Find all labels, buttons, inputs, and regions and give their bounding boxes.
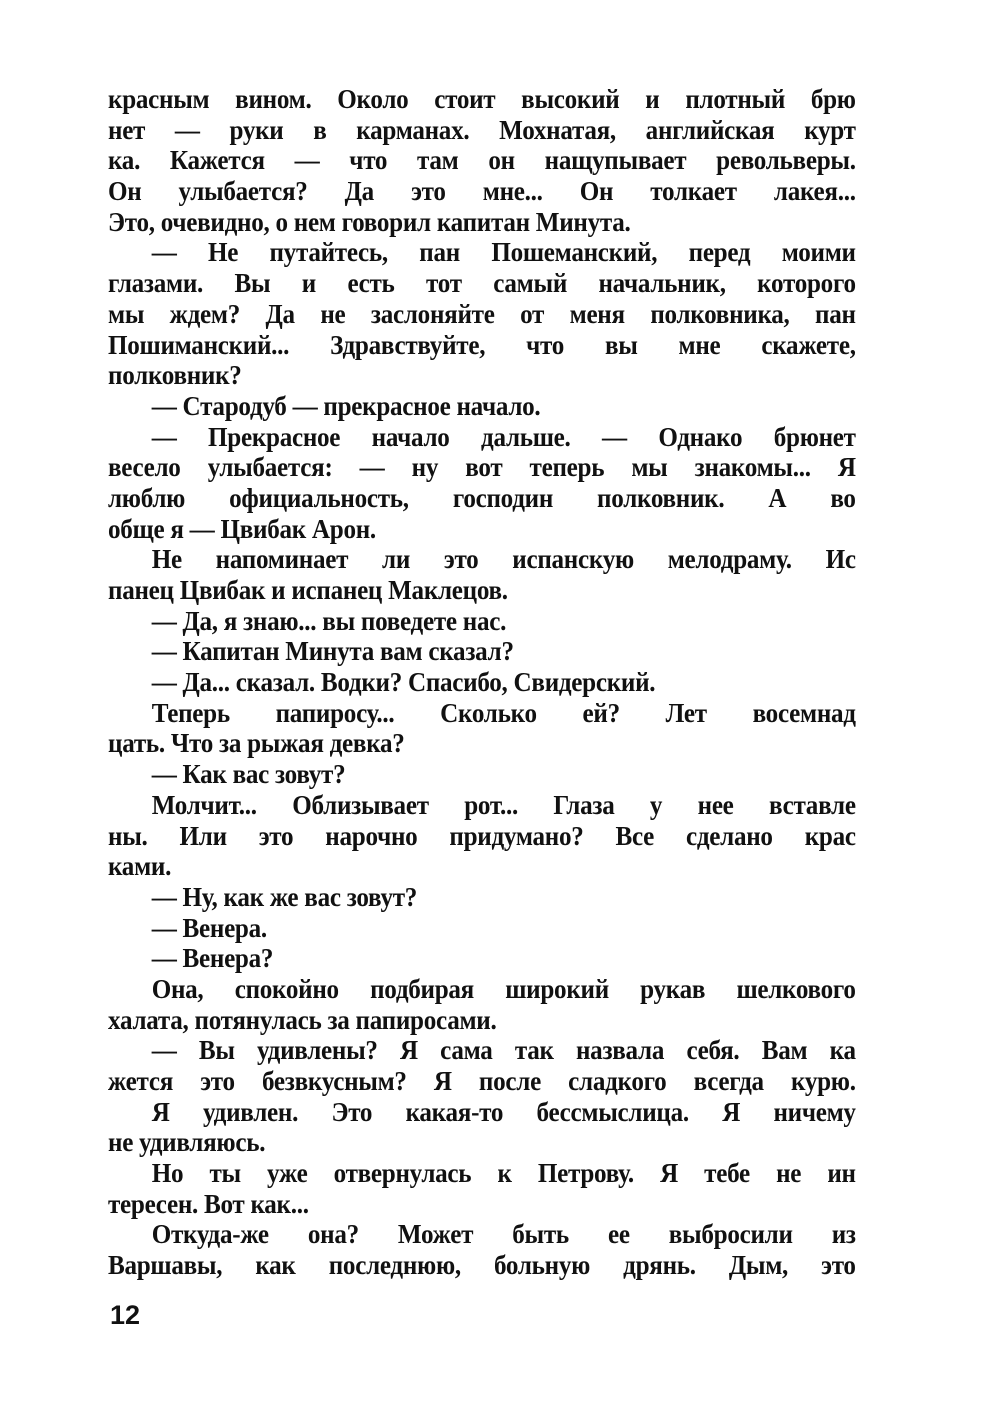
text-line: ками. — [108, 851, 172, 882]
text-line: Я удивлен. Это какая-то бессмыслица. Я ничему — [151, 1096, 856, 1127]
text-line: Варшавы, как последнюю, больную дрянь. Дым, это — [108, 1250, 856, 1281]
text-line: Но ты уже отвернулась к Петрову. Я тебе не ин — [151, 1158, 856, 1189]
text-line: Теперь папиросу... Сколько ей? Лет восемнад — [151, 697, 856, 728]
text-line: Откуда-же она? Может быть ее выбросили из — [151, 1219, 856, 1250]
text-line: ка. Кажется — что там он нащупывает револьверы. — [108, 145, 856, 176]
text-line: панец Цвибак и испанец Маклецов. — [108, 575, 508, 605]
text-line: красным вином. Около стоит высокий и плотный брю — [108, 84, 856, 114]
text-line: Не напоминает ли это испанскую мелодраму. Ис — [151, 544, 856, 575]
text-line: — Как вас зовут? — [151, 759, 346, 790]
text-line: — Стародуб — прекрасное начало. — [151, 390, 541, 421]
text-line: цать. Что за рыжая девка? — [108, 728, 405, 759]
text-line: глазами. Вы и есть тот самый начальник, которого — [108, 268, 856, 299]
text-line: Это, очевидно, о нем говорил капитан Минута. — [108, 206, 631, 237]
text-line: Она, спокойно подбирая широкий рукав шелкового — [151, 973, 856, 1004]
page-number: 12 — [110, 1300, 141, 1330]
text-line: — Венера? — [151, 943, 274, 974]
text-line: ны. Или это нарочно придумано? Все сделано крас — [108, 820, 856, 851]
text-line: полковник? — [108, 360, 242, 391]
text-line: — Да... сказал. Водки? Спасибо, Свидерский. — [151, 667, 656, 698]
text-line: тересен. Вот как... — [108, 1188, 309, 1219]
text-line: — Венера. — [151, 912, 267, 943]
text-line: весело улыбается: — ну вот теперь мы знакомы... Я — [108, 452, 856, 483]
text-line: — Вы удивлены? Я сама так назвала себя. Вам ка — [151, 1035, 856, 1066]
text-line: люблю официальность, господин полковник. А во — [108, 482, 856, 513]
text-line: обще я — Цвибак Арон. — [108, 513, 376, 544]
text-line: мы ждем? Да не заслоняйте от меня полковника, пан — [108, 298, 856, 329]
text-line: халата, потянулась за папиросами. — [108, 1004, 497, 1035]
text-line: — Прекрасное начало дальше. — Однако брюнет — [151, 421, 856, 452]
text-line: Он улыбается? Да это мне... Он толкает лакея... — [108, 176, 856, 207]
text-line: — Не путайтесь, пан Пошеманский, перед моими — [151, 237, 856, 268]
text-line: не удивляюсь. — [108, 1127, 266, 1158]
text-line: — Да, я знаю... вы поведете нас. — [151, 605, 507, 636]
page-text — [108, 84, 856, 1281]
text-line: нет — руки в карманах. Мохнатая, английская курт — [108, 114, 856, 145]
text-line: — Капитан Минута вам сказал? — [151, 636, 514, 667]
text-line: Молчит... Облизывает рот... Глаза у нее вставле — [151, 789, 856, 820]
text-line: жется это безвкусным? Я после сладкого всегда курю. — [108, 1066, 856, 1096]
text-line: Пошиманский... Здравствуйте, что вы мне скажете, — [108, 329, 856, 360]
text-line: — Ну, как же вас зовут? — [151, 881, 418, 912]
